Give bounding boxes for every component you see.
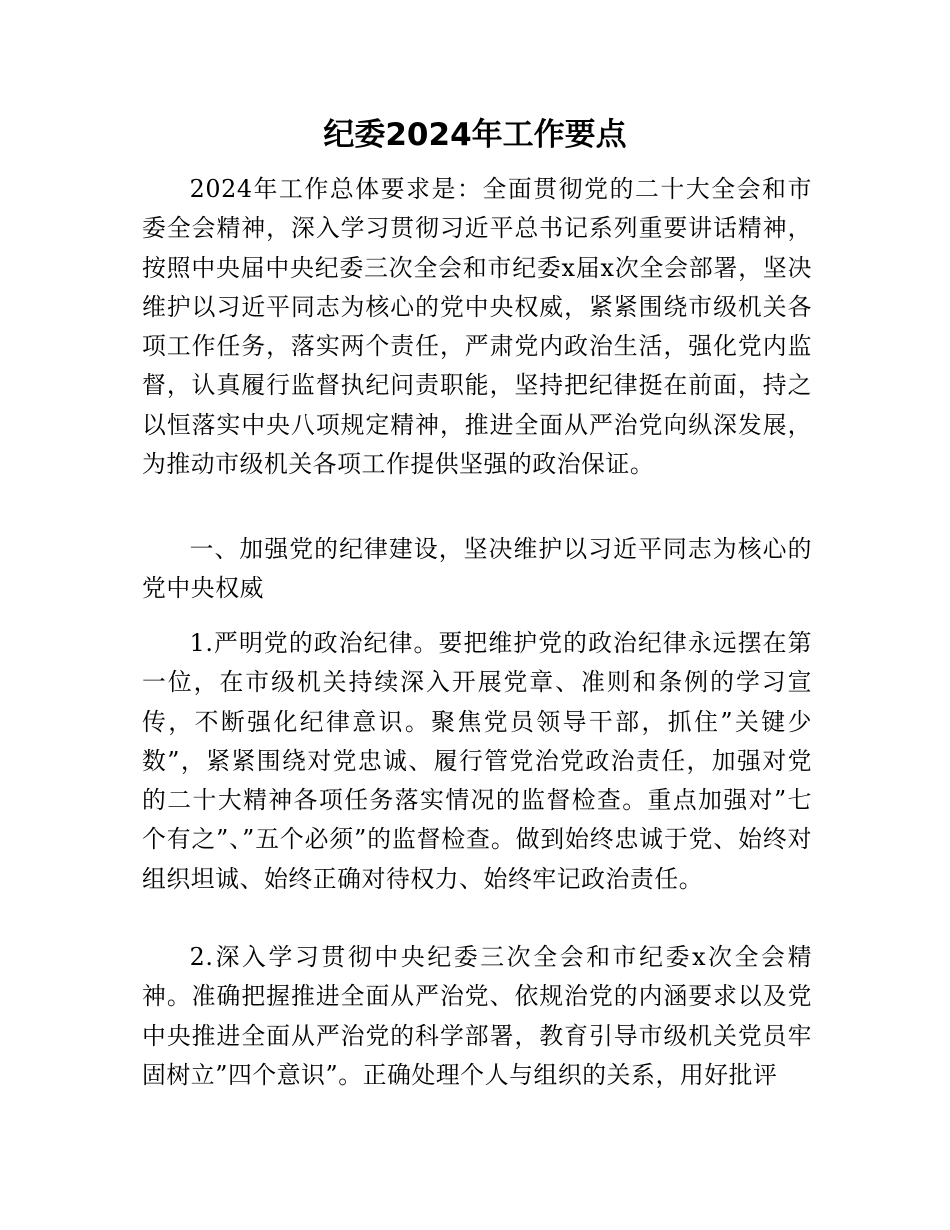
document-title: 纪委2024年工作要点: [323, 117, 627, 153]
item-1-paragraph: 1.严明党的政治纪律。要把维护党的政治纪律永远摆在第一位，在市级机关持续深入开展党章、准则和条例的学习宣传，不断强化纪律意识。聚焦党员领导干部，抓住”关键少数”，紧紧围绕对党忠诚、履行管党治党政治责任，加强对党的二十大精神各项任务落实情况的监督检查。重点加强对”七个有之”、”五个必须”的监督检查。做到始终忠诚于党、始终对组织坦诚、始终正确对待权力、始终牢记政治责任。: [142, 629, 812, 893]
item-2-paragraph: 2.深入学习贯彻中央纪委三次全会和市纪委x次全会精神。准确把握推进全面从严治党、依规治党的内涵要求以及党中央推进全面从严治党的科学部署，教育引导市级机关党员牢固树立”四个意识”。正确处理个人与组织的关系，用好批评: [142, 943, 812, 1089]
section-heading-1: 一、加强党的纪律建设，坚决维护以习近平同志为核心的党中央权威: [142, 535, 812, 603]
intro-paragraph: 2024年工作总体要求是：全面贯彻党的二十大全会和市委全会精神，深入学习贯彻习近平总书记系列重要讲话精神，按照中央届中央纪委三次全会和市纪委x届x次全会部署，坚决维护以习近平同志为核心的党中央权威，紧紧围绕市级机关各项工作任务，落实两个责任，严肃党内政治生活，强化党内监督，认真履行监督执纪问责职能，坚持把纪律挺在前面，持之以恒落实中央八项规定精神，推进全面从严治党向纵深发展，为推动市级机关各项工作提供坚强的政治保证。: [142, 175, 812, 479]
